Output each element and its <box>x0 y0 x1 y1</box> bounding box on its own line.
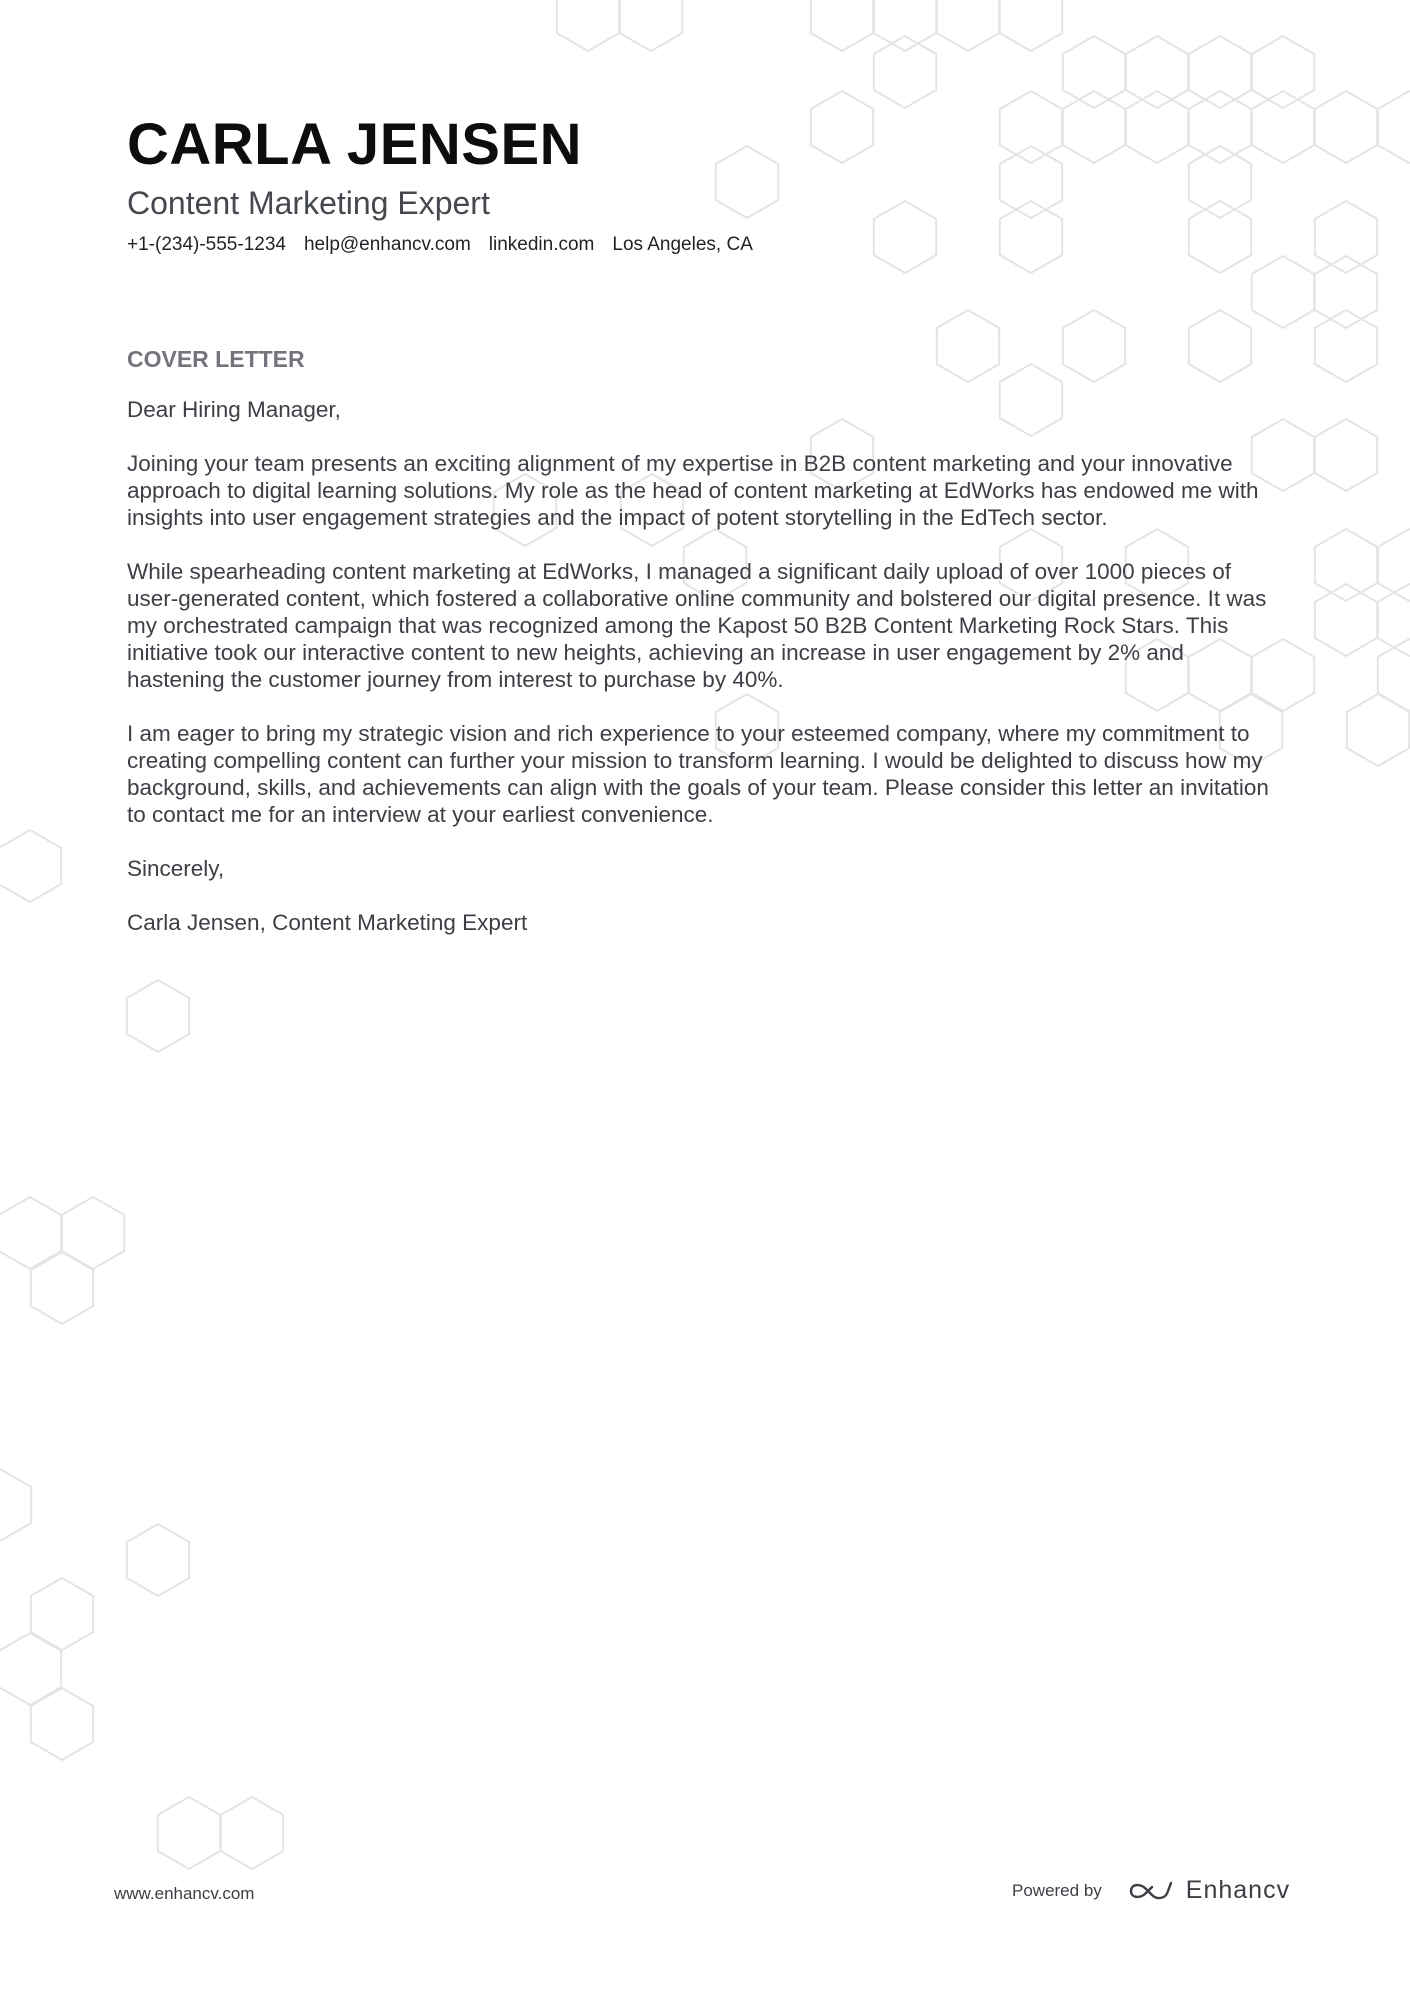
letter-signature: Carla Jensen, Content Marketing Expert <box>127 910 528 935</box>
applicant-title: Content Marketing Expert <box>127 185 490 221</box>
footer-powered-by <box>1012 1876 1290 1905</box>
letter-closing: Sincerely, <box>127 856 225 881</box>
brand-name: Enhancv <box>1185 1876 1291 1904</box>
letter-paragraph-3: I am eager to bring my strategic vision and rich experience to your esteemed company, where my commitment to creating compelling content can further your mission to transform learning. I would be delighted to discuss how my background, skills, and achievements can align with the goals of your team. Please consider this letter an invitation to contact me for an interview at your earliest convenience. <box>127 721 1269 827</box>
brand <box>1128 1876 1290 1905</box>
letter-paragraph-1: Joining your team presents an exciting alignment of my expertise in B2B content marketing and your innovative approach to digital learning solutions. My role as the head of content marketing at EdWorks has endowed me with insights into user engagement strategies and the impact of potent storytelling in the EdTech sector. <box>127 451 1259 530</box>
contact-email: help@enhancv.com <box>303 234 471 255</box>
contact-phone: +1-(234)-555-1234 <box>127 234 286 255</box>
powered-by-label: Powered by <box>1012 1880 1102 1900</box>
contact-linkedin: linkedin.com <box>488 234 595 255</box>
contact-location: Los Angeles, CA <box>612 234 753 255</box>
applicant-name: CARLA JENSEN <box>127 112 583 177</box>
section-title: COVER LETTER <box>127 346 305 372</box>
letter-body <box>127 396 1287 963</box>
footer-website: www.enhancv.com <box>114 1884 255 1903</box>
letter-greeting: Dear Hiring Manager, <box>127 397 341 422</box>
enhancv-logo-icon <box>1128 1879 1174 1903</box>
contact-info <box>127 233 753 257</box>
letter-paragraph-2: While spearheading content marketing at EdWorks, I managed a significant daily upload of over 1000 pieces of user-generated content, which fostered a collaborative online community and bolstered our digital presence. It was my orchestrated campaign that was recognized among the Kapost 50 B2B Content Marketing Rock Stars. This initiative took our interactive content to new heights, achieving an increase in user engagement by 2% and hastening the customer journey from interest to purchase by 40%. <box>127 559 1267 692</box>
